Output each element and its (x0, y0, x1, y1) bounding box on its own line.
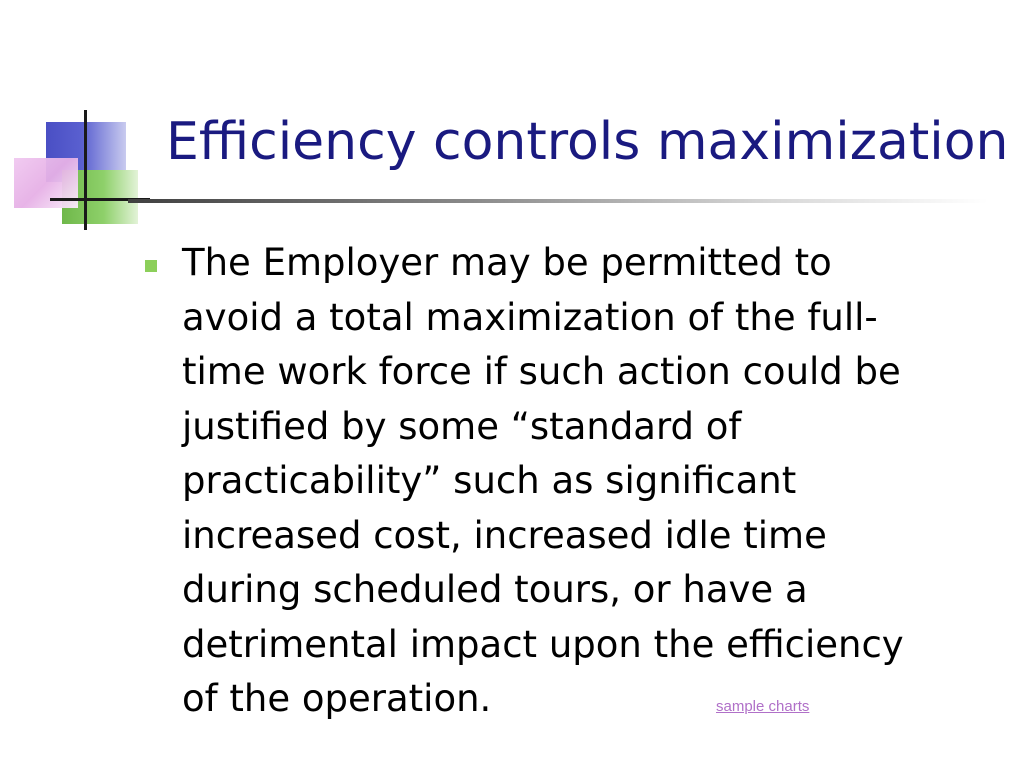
bullet-line: time work force if such action could be (182, 350, 901, 393)
bullet-line: increased cost, increased idle time (182, 513, 827, 557)
bullet-line: The Employer may be permitted to (182, 241, 832, 284)
bullet-line: detrimental impact upon the efficiency (182, 622, 904, 666)
bullet-line: during scheduled tours, or have a (182, 568, 808, 611)
sample-charts-link[interactable]: sample charts (716, 698, 810, 715)
bullet-text (182, 236, 982, 727)
bullet-square-icon (145, 260, 157, 272)
title-divider (128, 199, 988, 203)
bullet-line: justified by some “standard of (182, 404, 742, 448)
bullet-line: of the operation. (182, 677, 492, 720)
bullet-line: practicability” such as significant (182, 459, 797, 502)
slide-title: Efficiency controls maximization (166, 112, 1009, 172)
corner-logo-decoration (0, 100, 150, 230)
vertical-line-decoration (84, 110, 87, 230)
bullet-line: avoid a total maximization of the full- (182, 295, 878, 339)
